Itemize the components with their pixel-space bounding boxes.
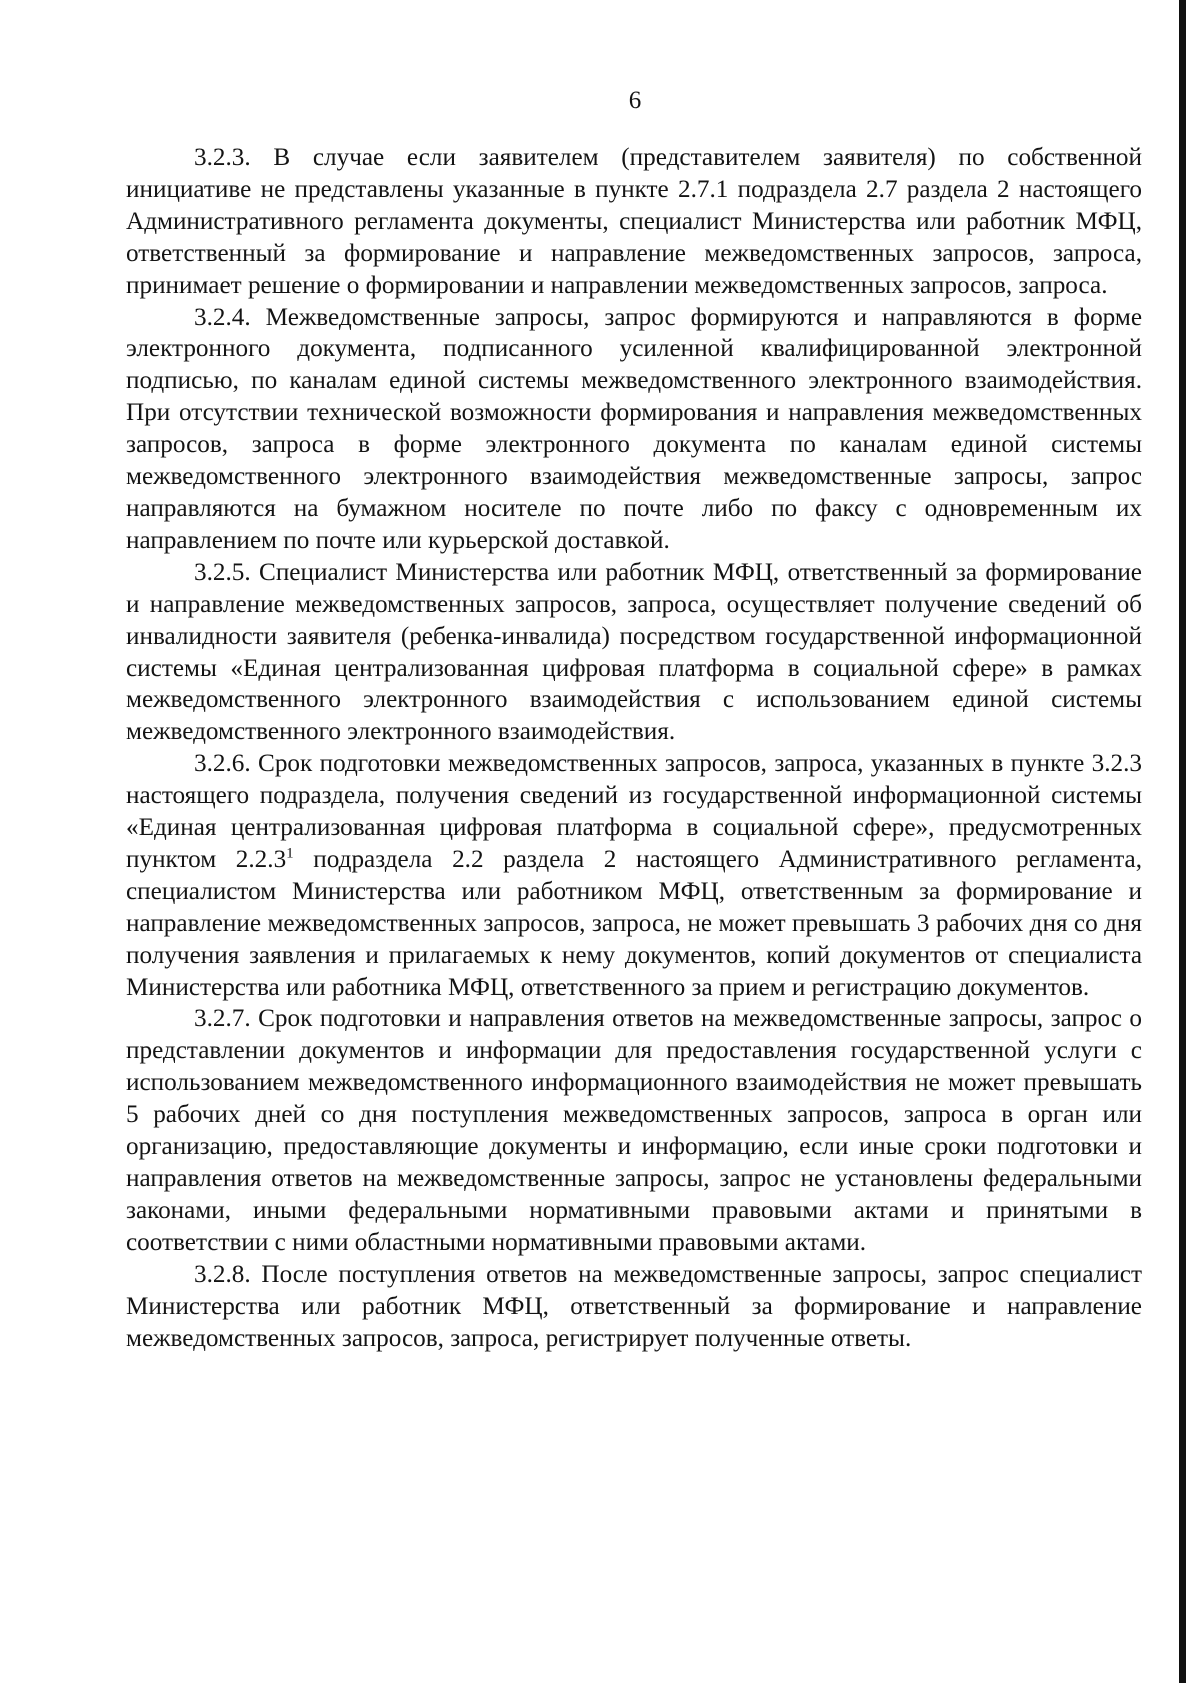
paragraph-3-2-6 bbox=[126, 748, 1142, 1003]
paragraph-3-2-6-part-2: подраздела 2.2 раздела 2 настоящего Административного регламента, специалистом Министерства или работником МФЦ, ответственным за формирование и направление межведомственных запросов, запроса, не может превышать 3 рабочих дня со дня получения заявления и прилагаемых к нему документов, копий документов от специалиста Министерства или работника МФЦ, ответственного за прием и регистрацию документов. bbox=[126, 845, 1142, 1001]
paragraph-3-2-8: 3.2.8. После поступления ответов на межведомственные запросы, запрос специалист Министерства или работник МФЦ, ответственный за формирование и направление межведомственных запросов, запроса, регистрирует полученные ответы. bbox=[126, 1260, 1142, 1352]
footnote-marker: 1 bbox=[286, 845, 294, 862]
paragraph-3-2-6-part-1: 3.2.6. Срок подготовки межведомственных запросов, запроса, указанных в пункте 3.2.3 настоящего подраздела, получения сведений из государственной информационной системы «Единая централизованная цифровая платформа в социальной сфере», предусмотренных пунктом 2.2.3 bbox=[126, 750, 1142, 873]
document-body bbox=[126, 142, 1142, 1354]
scan-edge-border bbox=[1179, 0, 1186, 1683]
paragraph-3-2-5: 3.2.5. Специалист Министерства или работник МФЦ, ответственный за формирование и направление межведомственных запросов, запроса, осуществляет получение сведений об инвалидности заявителя (ребенка-инвалида) посредством государственной информационной системы «Единая централизованная цифровая платформа в социальной сфере» в рамках межведомственного электронного взаимодействия с использованием единой системы межведомственного электронного взаимодействия. bbox=[126, 558, 1142, 746]
paragraph-3-2-4: 3.2.4. Межведомственные запросы, запрос формируются и направляются в форме электронного документа, подписанного усиленной квалифицированной электронной подписью, по каналам единой системы межведомственного электронного взаимодействия. При отсутствии технической возможности формирования и направления межведомственных запросов, запроса в форме электронного документа по каналам единой системы межведомственного электронного взаимодействия межведомственные запросы, запрос направляются на бумажном носителе по почте либо по факсу с одновременным их направлением по почте или курьерской доставкой. bbox=[126, 303, 1142, 554]
paragraph-3-2-3: 3.2.3. В случае если заявителем (представителем заявителя) по собственной инициативе не представлены указанные в пункте 2.7.1 подраздела 2.7 раздела 2 настоящего Административного регламента документы, специалист Министерства или работник МФЦ, ответственный за формирование и направление межведомственных запросов, запроса, принимает решение о формировании и направлении межведомственных запросов, запроса. bbox=[126, 144, 1142, 299]
paragraph-3-2-7: 3.2.7. Срок подготовки и направления ответов на межведомственные запросы, запрос о представлении документов и информации для предоставления государственной услуги с использованием межведомственного информационного взаимодействия не может превышать 5 рабочих дней со дня поступления межведомственных запросов, запроса в орган или организацию, предоставляющие документы и информацию, если иные сроки подготовки и направления ответов на межведомственные запросы, запрос не установлены федеральными законами, иными федеральными нормативными правовыми актами и принятыми в соответствии с ними областными нормативными правовыми актами. bbox=[126, 1005, 1142, 1256]
page-number: 6 bbox=[628, 87, 642, 114]
